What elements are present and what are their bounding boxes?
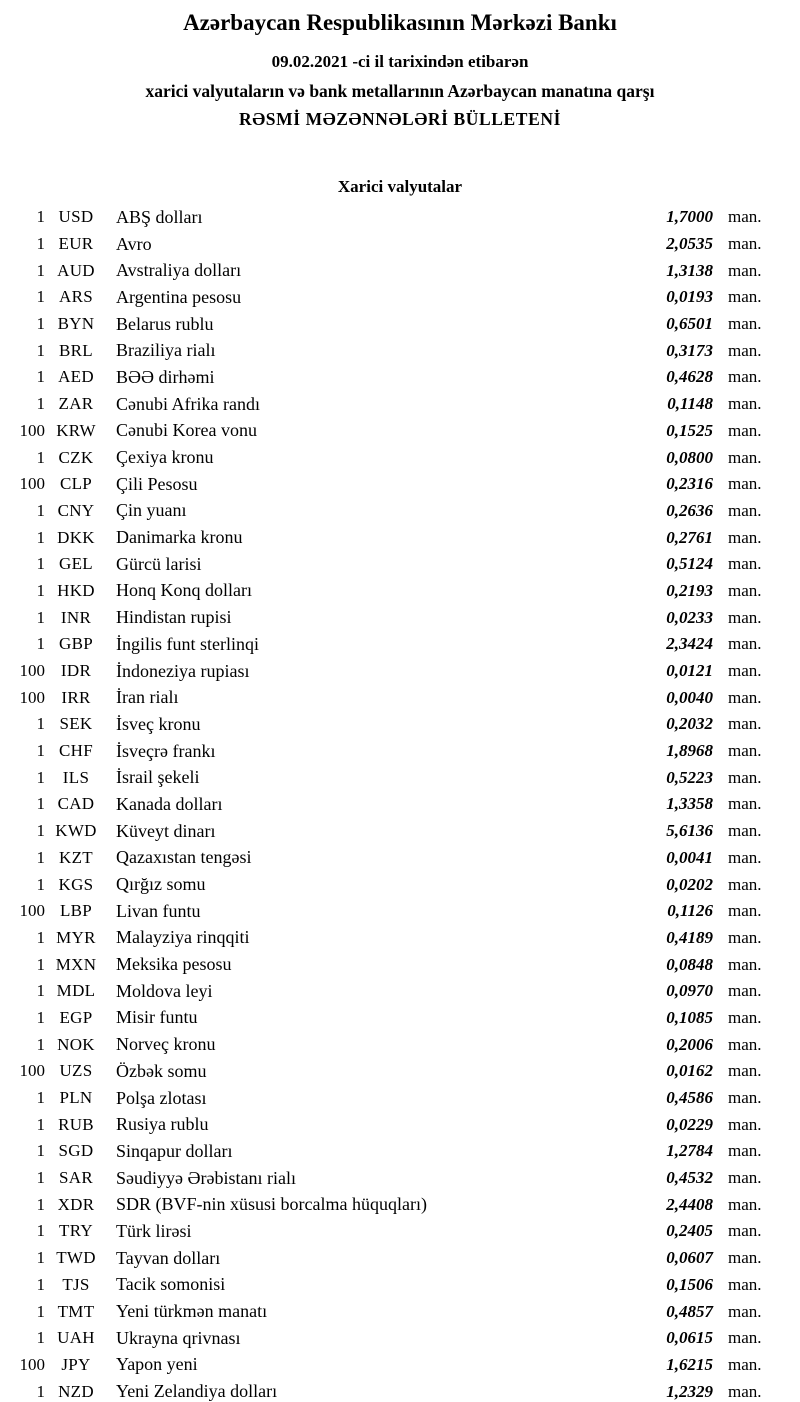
currency-code: SAR [59, 1168, 93, 1188]
currency-name: Qazaxıstan tengəsi [116, 847, 252, 868]
unit-label: man. [728, 1381, 762, 1401]
currency-name: İndoneziya rupiası [116, 660, 250, 681]
rate-row [0, 471, 800, 498]
currency-name: Kanada dolları [116, 793, 223, 814]
subject-line: xarici valyutaların və bank metallarının Azərbaycan manatına qarşı [145, 81, 655, 101]
currency-name: SDR (BVF-nin xüsusi borcalma hüquqları) [116, 1194, 427, 1215]
currency-quantity: 1 [36, 634, 45, 654]
rate-row [0, 1085, 800, 1112]
rate-row [0, 1325, 800, 1352]
rate-row [0, 951, 800, 978]
unit-label: man. [728, 1194, 762, 1214]
rate-row [0, 311, 800, 338]
rate-row [0, 551, 800, 578]
rates-table [0, 204, 800, 1402]
currency-rate: 1,3138 [666, 260, 713, 280]
currency-quantity: 1 [36, 794, 45, 814]
unit-label: man. [728, 1088, 762, 1108]
currency-quantity: 1 [36, 954, 45, 974]
rate-row [0, 898, 800, 925]
currency-name: Ukrayna qrivnası [116, 1327, 241, 1348]
currency-code: RUB [58, 1114, 94, 1134]
rate-row [0, 711, 800, 738]
currency-rate: 1,2329 [666, 1381, 713, 1401]
currency-code: LBP [59, 901, 93, 921]
currency-name: Çin yuanı [116, 500, 187, 521]
currency-name: İran rialı [116, 687, 179, 708]
currency-quantity: 1 [36, 1168, 45, 1188]
currency-name: İsrail şekeli [116, 767, 200, 788]
unit-label: man. [728, 394, 762, 414]
currency-quantity: 1 [36, 554, 45, 574]
effective-date-line: 09.02.2021 -ci il tarixindən etibarən [271, 52, 529, 71]
unit-label: man. [728, 821, 762, 841]
currency-quantity: 100 [19, 661, 45, 681]
currency-code: TMT [57, 1301, 95, 1321]
unit-label: man. [728, 607, 762, 627]
currency-name: İngilis funt sterlinqi [116, 633, 259, 654]
unit-label: man. [728, 260, 762, 280]
unit-label: man. [728, 420, 762, 440]
unit-label: man. [728, 687, 762, 707]
currency-name: Misir funtu [116, 1007, 198, 1028]
currency-rate: 1,6215 [666, 1354, 713, 1374]
currency-rate: 0,0202 [666, 874, 713, 894]
currency-quantity: 1 [36, 260, 45, 280]
currency-name: Livan funtu [116, 900, 201, 921]
currency-quantity: 1 [36, 607, 45, 627]
unit-label: man. [728, 794, 762, 814]
currency-rate: 0,4586 [666, 1088, 713, 1108]
rate-row [0, 1138, 800, 1165]
rate-row [0, 204, 800, 231]
unit-label: man. [728, 527, 762, 547]
currency-rate: 0,0121 [666, 661, 713, 681]
rate-row [0, 871, 800, 898]
currency-quantity: 1 [36, 927, 45, 947]
currency-code: KGS [58, 874, 94, 894]
currency-quantity: 1 [36, 981, 45, 1001]
currency-name: Tacik somonisi [116, 1274, 226, 1295]
currency-rate: 0,4189 [666, 927, 713, 947]
rate-row [0, 284, 800, 311]
currency-rate: 0,1085 [666, 1007, 713, 1027]
unit-label: man. [728, 927, 762, 947]
currency-quantity: 1 [36, 821, 45, 841]
rate-row [0, 444, 800, 471]
rate-row [0, 845, 800, 872]
currency-quantity: 1 [36, 714, 45, 734]
currency-quantity: 1 [36, 1381, 45, 1401]
currency-rate: 0,2761 [666, 527, 713, 547]
currency-code: SEK [59, 714, 93, 734]
currency-code: TWD [56, 1248, 96, 1268]
currency-name: Səudiyyə Ərəbistanı rialı [116, 1167, 296, 1188]
currency-name: Belarus rublu [116, 313, 214, 334]
currency-code: IDR [60, 661, 92, 681]
currency-name: İsveç kronu [116, 713, 201, 734]
currency-name: BƏƏ dirhəmi [116, 366, 215, 387]
rate-row [0, 658, 800, 685]
currency-code: CNY [57, 500, 95, 520]
currency-quantity: 1 [36, 847, 45, 867]
currency-rate: 0,0162 [666, 1061, 713, 1081]
currency-name: Norveç kronu [116, 1034, 216, 1055]
currency-code: GEL [59, 554, 93, 574]
currency-rate: 0,1148 [667, 394, 713, 414]
currency-code: MYR [56, 927, 96, 947]
rate-row [0, 364, 800, 391]
currency-code: SGD [58, 1141, 94, 1161]
bulletin-header [0, 0, 800, 130]
rate-row [0, 418, 800, 445]
rate-row [0, 764, 800, 791]
currency-name: ABŞ dolları [116, 206, 203, 227]
unit-label: man. [728, 1328, 762, 1348]
currency-quantity: 100 [19, 420, 45, 440]
currency-code: ZAR [58, 394, 94, 414]
currency-rate: 1,8968 [666, 741, 713, 761]
unit-label: man. [728, 1034, 762, 1054]
currency-rate: 0,1525 [666, 420, 713, 440]
currency-code: UZS [59, 1061, 93, 1081]
rate-row [0, 1272, 800, 1299]
currency-code: NZD [58, 1381, 94, 1401]
unit-label: man. [728, 554, 762, 574]
currency-code: BRL [59, 340, 93, 360]
currency-rate: 0,0615 [666, 1328, 713, 1348]
currency-quantity: 1 [36, 314, 45, 334]
currency-quantity: 1 [36, 1248, 45, 1268]
unit-label: man. [728, 634, 762, 654]
currency-quantity: 1 [36, 580, 45, 600]
unit-label: man. [728, 901, 762, 921]
currency-rate: 0,0848 [666, 954, 713, 974]
unit-label: man. [728, 340, 762, 360]
currency-name: Avro [116, 233, 152, 254]
section-title-foreign-currencies: Xarici valyutalar [337, 177, 463, 196]
currency-quantity: 1 [36, 1114, 45, 1134]
currency-rate: 0,0041 [666, 847, 713, 867]
rate-row [0, 231, 800, 258]
unit-label: man. [728, 500, 762, 520]
currency-rate: 0,0800 [666, 447, 713, 467]
currency-code: XDR [57, 1194, 95, 1214]
unit-label: man. [728, 767, 762, 787]
currency-quantity: 1 [36, 394, 45, 414]
currency-code: AED [58, 367, 94, 387]
currency-rate: 0,2405 [666, 1221, 713, 1241]
unit-label: man. [728, 474, 762, 494]
currency-rate: 0,0970 [666, 981, 713, 1001]
unit-label: man. [728, 580, 762, 600]
currency-rate: 0,0040 [666, 687, 713, 707]
currency-name: Yapon yeni [116, 1354, 198, 1375]
currency-code: KRW [56, 420, 96, 440]
currency-quantity: 1 [36, 1007, 45, 1027]
rate-row [0, 578, 800, 605]
currency-quantity: 100 [19, 687, 45, 707]
unit-label: man. [728, 741, 762, 761]
bulletin-title: RƏSMİ MƏZƏNNƏLƏRİ BÜLLETENİ [239, 109, 561, 129]
currency-name: Moldova leyi [116, 980, 213, 1001]
rate-row [0, 925, 800, 952]
currency-rate: 0,2032 [666, 714, 713, 734]
currency-quantity: 1 [36, 1301, 45, 1321]
unit-label: man. [728, 314, 762, 334]
rate-row [0, 524, 800, 551]
rate-row [0, 1378, 800, 1402]
currency-name: Özbək somu [116, 1060, 207, 1081]
currency-quantity: 1 [36, 874, 45, 894]
currency-rate: 0,2636 [666, 500, 713, 520]
unit-label: man. [728, 954, 762, 974]
currency-code: ILS [62, 767, 90, 787]
rate-row [0, 1031, 800, 1058]
currency-name: Polşa zlotası [116, 1087, 207, 1108]
currency-rate: 2,3424 [666, 634, 713, 654]
unit-label: man. [728, 447, 762, 467]
rate-row [0, 631, 800, 658]
currency-code: KZT [59, 847, 93, 867]
currency-code: EGP [59, 1007, 93, 1027]
currency-rate: 0,1126 [667, 901, 713, 921]
unit-label: man. [728, 1301, 762, 1321]
currency-code: IRR [61, 687, 91, 707]
currency-code: HKD [57, 580, 95, 600]
currency-quantity: 1 [36, 767, 45, 787]
rate-row [0, 738, 800, 765]
currency-code: USD [58, 207, 94, 227]
rate-row [0, 1111, 800, 1138]
currency-rate: 0,4628 [666, 367, 713, 387]
unit-label: man. [728, 1221, 762, 1241]
unit-label: man. [728, 1007, 762, 1027]
rate-row [0, 684, 800, 711]
currency-quantity: 1 [36, 527, 45, 547]
currency-code: BYN [57, 314, 95, 334]
currency-name: Gürcü larisi [116, 553, 202, 574]
currency-quantity: 1 [36, 447, 45, 467]
currency-quantity: 100 [19, 901, 45, 921]
currency-name: Çili Pesosu [116, 473, 198, 494]
currency-name: Tayvan dolları [116, 1247, 221, 1268]
currency-code: KWD [55, 821, 97, 841]
unit-label: man. [728, 714, 762, 734]
currency-rate: 0,6501 [666, 314, 713, 334]
currency-name: Çexiya kronu [116, 447, 214, 468]
currency-code: DKK [57, 527, 95, 547]
unit-label: man. [728, 207, 762, 227]
currency-quantity: 1 [36, 287, 45, 307]
currency-rate: 2,4408 [666, 1194, 713, 1214]
currency-quantity: 100 [19, 1354, 45, 1374]
currency-name: Cənubi Korea vonu [116, 420, 257, 441]
currency-code: NOK [57, 1034, 95, 1054]
currency-name: Hindistan rupisi [116, 607, 232, 628]
unit-label: man. [728, 1274, 762, 1294]
currency-name: Honq Konq dolları [116, 580, 252, 601]
currency-rate: 0,4857 [666, 1301, 713, 1321]
currency-code: JPY [61, 1354, 91, 1374]
currency-name: Sinqapur dolları [116, 1140, 233, 1161]
unit-label: man. [728, 874, 762, 894]
currency-quantity: 1 [36, 1088, 45, 1108]
rate-row [0, 1352, 800, 1379]
rate-row [0, 498, 800, 525]
rate-row [0, 1005, 800, 1032]
rate-row [0, 818, 800, 845]
currency-rate: 0,2316 [666, 474, 713, 494]
unit-label: man. [728, 1248, 762, 1268]
currency-code: EUR [58, 234, 94, 254]
unit-label: man. [728, 661, 762, 681]
currency-name: Türk lirəsi [116, 1220, 192, 1241]
currency-name: Qırğız somu [116, 874, 206, 895]
unit-label: man. [728, 234, 762, 254]
currency-rate: 0,1506 [666, 1274, 713, 1294]
currency-rate: 1,2784 [666, 1141, 713, 1161]
rate-row [0, 978, 800, 1005]
unit-label: man. [728, 981, 762, 1001]
currency-name: Küveyt dinarı [116, 820, 216, 841]
currency-rate: 1,3358 [666, 794, 713, 814]
unit-label: man. [728, 367, 762, 387]
rate-row [0, 791, 800, 818]
currency-rate: 1,7000 [666, 207, 713, 227]
currency-rate: 0,5124 [666, 554, 713, 574]
rate-row [0, 257, 800, 284]
unit-label: man. [728, 1114, 762, 1134]
currency-code: AUD [57, 260, 95, 280]
currency-rate: 0,0229 [666, 1114, 713, 1134]
currency-name: İsveçrə frankı [116, 740, 216, 761]
unit-label: man. [728, 1061, 762, 1081]
currency-quantity: 1 [36, 500, 45, 520]
currency-name: Rusiya rublu [116, 1114, 209, 1135]
currency-quantity: 1 [36, 1221, 45, 1241]
currency-quantity: 1 [36, 207, 45, 227]
rate-row [0, 337, 800, 364]
currency-code: GBP [59, 634, 93, 654]
currency-rate: 0,3173 [666, 340, 713, 360]
currency-quantity: 100 [19, 1061, 45, 1081]
unit-label: man. [728, 287, 762, 307]
currency-code: MXN [55, 954, 97, 974]
unit-label: man. [728, 1141, 762, 1161]
currency-quantity: 1 [36, 1274, 45, 1294]
currency-rate: 0,0193 [666, 287, 713, 307]
currency-rate: 0,2193 [666, 580, 713, 600]
currency-name: Cənubi Afrika randı [116, 393, 260, 414]
currency-code: TJS [62, 1274, 90, 1294]
currency-quantity: 100 [19, 474, 45, 494]
currency-code: TRY [59, 1221, 93, 1241]
currency-rate: 5,6136 [666, 821, 713, 841]
currency-name: Yeni Zelandiya dolları [116, 1381, 278, 1402]
bank-name-title: Azərbaycan Respublikasının Mərkəzi Bankı [183, 10, 617, 35]
currency-name: Malayziya rinqqiti [116, 927, 250, 948]
rate-row [0, 604, 800, 631]
currency-code: CZK [58, 447, 94, 467]
currency-code: CAD [57, 794, 95, 814]
currency-code: CHF [59, 741, 93, 761]
unit-label: man. [728, 1168, 762, 1188]
unit-label: man. [728, 847, 762, 867]
currency-quantity: 1 [36, 1194, 45, 1214]
currency-code: CLP [59, 474, 93, 494]
currency-rate: 0,0607 [666, 1248, 713, 1268]
currency-quantity: 1 [36, 340, 45, 360]
rate-row [0, 1165, 800, 1192]
rate-row [0, 391, 800, 418]
rate-row [0, 1218, 800, 1245]
currency-code: UAH [57, 1328, 95, 1348]
currency-name: Yeni türkmən manatı [116, 1301, 268, 1322]
currency-code: ARS [59, 287, 93, 307]
currency-name: Meksika pesosu [116, 954, 232, 975]
currency-name: Braziliya rialı [116, 340, 216, 361]
currency-name: Danimarka kronu [116, 527, 243, 548]
currency-code: MDL [56, 981, 96, 1001]
currency-rate: 0,2006 [666, 1034, 713, 1054]
currency-rate: 2,0535 [666, 234, 713, 254]
unit-label: man. [728, 1354, 762, 1374]
currency-quantity: 1 [36, 1034, 45, 1054]
currency-code: PLN [59, 1088, 93, 1108]
rate-row [0, 1298, 800, 1325]
currency-name: Argentina pesosu [116, 286, 242, 307]
rate-row [0, 1191, 800, 1218]
currency-code: INR [60, 607, 92, 627]
currency-rate: 0,5223 [666, 767, 713, 787]
currency-rate: 0,0233 [666, 607, 713, 627]
currency-rate: 0,4532 [666, 1168, 713, 1188]
currency-quantity: 1 [36, 234, 45, 254]
rate-row [0, 1245, 800, 1272]
currency-name: Avstraliya dolları [116, 260, 242, 281]
currency-quantity: 1 [36, 367, 45, 387]
currency-quantity: 1 [36, 741, 45, 761]
currency-quantity: 1 [36, 1328, 45, 1348]
currency-quantity: 1 [36, 1141, 45, 1161]
rate-row [0, 1058, 800, 1085]
